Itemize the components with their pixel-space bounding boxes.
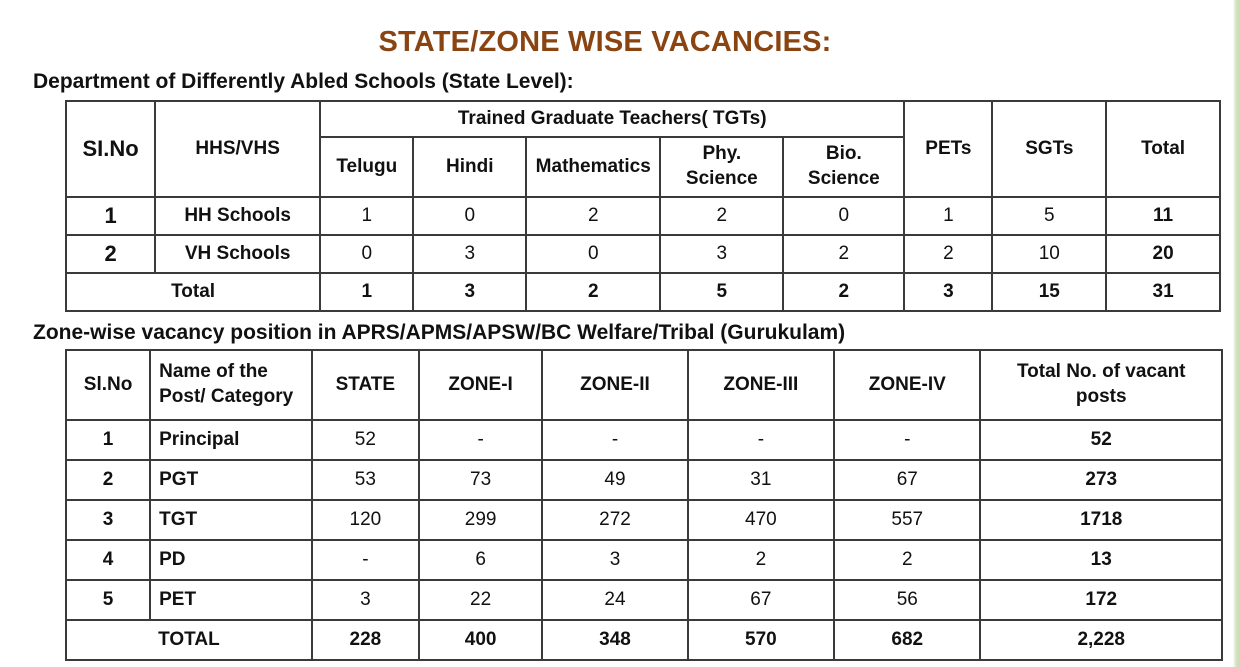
total-hindi: 3 [413, 273, 526, 311]
header-telugu: Telugu [320, 137, 413, 197]
header-slno: Sl.No [66, 350, 150, 420]
cell-post: PET [150, 580, 312, 620]
header-total: Total [1106, 101, 1220, 197]
table-row [66, 540, 1222, 580]
header-sgts: SGTs [992, 101, 1106, 197]
total-label: TOTAL [66, 620, 312, 660]
cell-phy-sci: 3 [660, 235, 783, 273]
differently-abled-vacancy-table [65, 100, 1221, 312]
cell-zone1: 73 [419, 460, 542, 500]
cell-slno: 1 [66, 420, 150, 460]
cell-zone2: 24 [542, 580, 687, 620]
header-zone1: ZONE-I [419, 350, 542, 420]
total-zone1: 400 [419, 620, 542, 660]
cell-total: 11 [1106, 197, 1220, 235]
header-pets: PETs [904, 101, 992, 197]
cell-zone4: 67 [834, 460, 980, 500]
header-row [66, 101, 1220, 137]
total-sgts: 15 [992, 273, 1106, 311]
cell-zone3: 31 [688, 460, 834, 500]
cell-zone3: 67 [688, 580, 834, 620]
header-tgt-group: Trained Graduate Teachers( TGTs) [320, 101, 904, 137]
cell-zone3: 470 [688, 500, 834, 540]
total-zone3: 570 [688, 620, 834, 660]
total-zone4: 682 [834, 620, 980, 660]
total-label: Total [66, 273, 320, 311]
table-row [66, 235, 1220, 273]
cell-total: 52 [980, 420, 1222, 460]
total-maths: 2 [526, 273, 660, 311]
header-bio-sci: Bio. Science [783, 137, 904, 197]
cell-zone4: - [834, 420, 980, 460]
cell-zone1: 22 [419, 580, 542, 620]
cell-hindi: 0 [413, 197, 526, 235]
cell-total: 20 [1106, 235, 1220, 273]
header-row [66, 350, 1222, 420]
cell-zone1: - [419, 420, 542, 460]
cell-zone2: 49 [542, 460, 687, 500]
total-total: 31 [1106, 273, 1220, 311]
total-total: 2,228 [980, 620, 1222, 660]
section-heading-zone-wise: Zone-wise vacancy position in APRS/APMS/APSW/BC Welfare/Tribal (Gurukulam) [33, 321, 846, 344]
cell-post: Principal [150, 420, 312, 460]
cell-total: 13 [980, 540, 1222, 580]
table-row [66, 500, 1222, 540]
cell-post: PGT [150, 460, 312, 500]
cell-zone4: 557 [834, 500, 980, 540]
cell-slno: 4 [66, 540, 150, 580]
cell-state: 53 [312, 460, 419, 500]
total-pets: 3 [904, 273, 992, 311]
cell-total: 273 [980, 460, 1222, 500]
cell-total: 172 [980, 580, 1222, 620]
cell-post: TGT [150, 500, 312, 540]
cell-hindi: 3 [413, 235, 526, 273]
total-bio-sci: 2 [783, 273, 904, 311]
header-zone2: ZONE-II [542, 350, 687, 420]
cell-telugu: 1 [320, 197, 413, 235]
cell-zone1: 299 [419, 500, 542, 540]
cell-total: 1718 [980, 500, 1222, 540]
cell-maths: 2 [526, 197, 660, 235]
page-edge [1233, 0, 1239, 667]
header-state: STATE [312, 350, 419, 420]
cell-state: 120 [312, 500, 419, 540]
cell-pets: 2 [904, 235, 992, 273]
cell-telugu: 0 [320, 235, 413, 273]
cell-slno: 1 [66, 197, 155, 235]
header-zone3: ZONE-III [688, 350, 834, 420]
cell-zone3: - [688, 420, 834, 460]
table-row [66, 460, 1222, 500]
page-title: STATE/ZONE WISE VACANCIES: [378, 26, 832, 58]
cell-maths: 0 [526, 235, 660, 273]
header-slno: SI.No [66, 101, 155, 197]
cell-zone2: 272 [542, 500, 687, 540]
total-telugu: 1 [320, 273, 413, 311]
cell-slno: 2 [66, 235, 155, 273]
cell-pets: 1 [904, 197, 992, 235]
total-zone2: 348 [542, 620, 687, 660]
cell-bio-sci: 2 [783, 235, 904, 273]
cell-zone3: 2 [688, 540, 834, 580]
cell-sgts: 5 [992, 197, 1106, 235]
cell-slno: 3 [66, 500, 150, 540]
header-hindi: Hindi [413, 137, 526, 197]
cell-state: - [312, 540, 419, 580]
cell-state: 3 [312, 580, 419, 620]
table-row [66, 580, 1222, 620]
cell-post: PD [150, 540, 312, 580]
cell-type: HH Schools [155, 197, 320, 235]
table-row [66, 420, 1222, 460]
header-type: HHS/VHS [155, 101, 320, 197]
cell-slno: 2 [66, 460, 150, 500]
cell-type: VH Schools [155, 235, 320, 273]
cell-slno: 5 [66, 580, 150, 620]
table-row [66, 197, 1220, 235]
total-phy-sci: 5 [660, 273, 783, 311]
total-row [66, 273, 1220, 311]
cell-zone4: 2 [834, 540, 980, 580]
cell-sgts: 10 [992, 235, 1106, 273]
total-row [66, 620, 1222, 660]
cell-zone2: - [542, 420, 687, 460]
cell-state: 52 [312, 420, 419, 460]
header-zone4: ZONE-IV [834, 350, 980, 420]
cell-zone4: 56 [834, 580, 980, 620]
zone-wise-vacancy-table [65, 349, 1223, 661]
cell-zone2: 3 [542, 540, 687, 580]
header-total: Total No. of vacant posts [980, 350, 1222, 420]
cell-zone1: 6 [419, 540, 542, 580]
cell-phy-sci: 2 [660, 197, 783, 235]
section-heading-differently-abled: Department of Differently Abled Schools (State Level): [33, 70, 574, 93]
header-post: Name of the Post/ Category [150, 350, 312, 420]
header-phy-sci: Phy. Science [660, 137, 783, 197]
header-maths: Mathematics [526, 137, 660, 197]
cell-bio-sci: 0 [783, 197, 904, 235]
total-state: 228 [312, 620, 419, 660]
